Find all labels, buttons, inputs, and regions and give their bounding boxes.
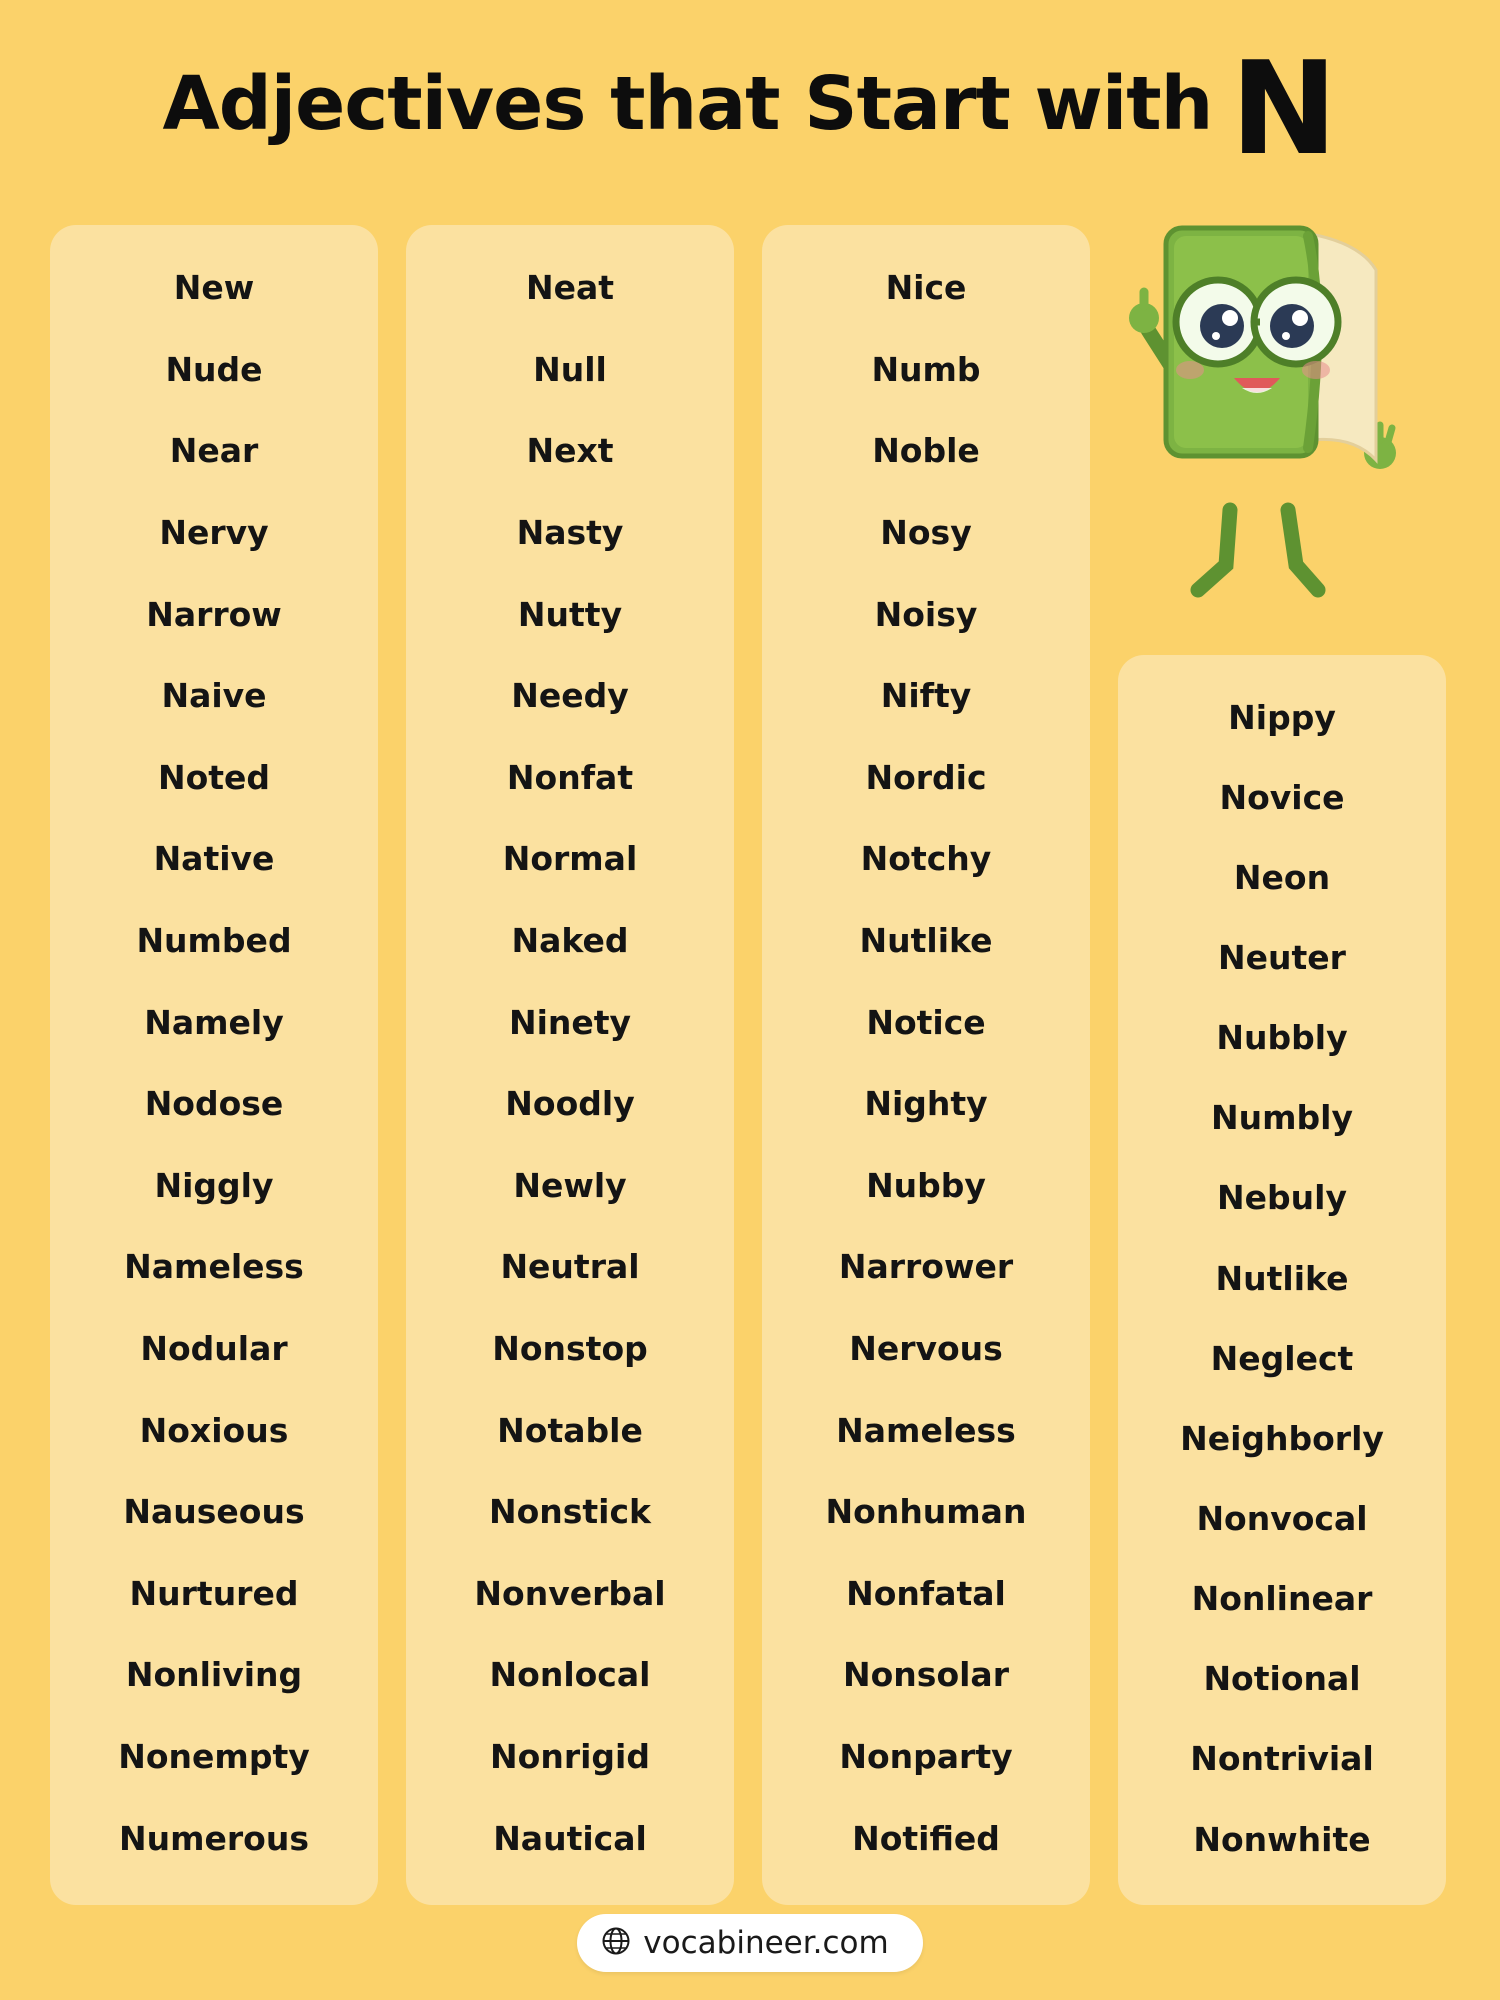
word-column-3 (762, 225, 1090, 1905)
word-column-4 (1118, 655, 1446, 1905)
list-item: Neighborly (1180, 1418, 1384, 1458)
site-url: vocabineer.com (643, 1925, 889, 1961)
list-item: Noxious (139, 1410, 289, 1450)
list-item: Namely (144, 1002, 284, 1042)
list-item: Neuter (1218, 937, 1346, 977)
list-item: Numbed (136, 921, 292, 961)
globe-icon (601, 1926, 631, 1960)
list-item: Nonfat (506, 757, 634, 797)
list-item: Niggly (154, 1165, 274, 1205)
list-item: Novice (1219, 777, 1345, 817)
list-item: Nodular (140, 1329, 288, 1369)
list-item: Nonrigid (490, 1736, 650, 1776)
list-item: Nonliving (125, 1655, 303, 1695)
list-item: Neutral (500, 1247, 640, 1287)
list-item: Numb (871, 349, 981, 389)
list-item: Noble (872, 431, 980, 471)
list-item: Nonempty (118, 1736, 310, 1776)
list-item: Noodly (505, 1084, 635, 1124)
list-item: Nonsolar (843, 1655, 1009, 1695)
list-item: Naive (161, 676, 267, 716)
list-item: Neglect (1210, 1338, 1354, 1378)
list-item: Nonlocal (489, 1655, 651, 1695)
list-item: Nonvocal (1196, 1498, 1368, 1538)
list-item: Near (169, 431, 259, 471)
list-item: Numbly (1211, 1098, 1353, 1138)
list-item: Notional (1203, 1659, 1361, 1699)
list-item: Nasty (516, 513, 624, 553)
list-item: Nordic (865, 757, 987, 797)
list-item: Notchy (860, 839, 992, 879)
site-badge[interactable] (577, 1914, 922, 1972)
list-item: Nonwhite (1193, 1819, 1371, 1859)
list-item: Newly (513, 1165, 627, 1205)
list-item: Noted (157, 757, 271, 797)
list-item: Nude (165, 349, 263, 389)
word-column-2 (406, 225, 734, 1905)
list-item: Ninety (508, 1002, 632, 1042)
list-item: Nutty (517, 594, 623, 634)
list-item: Null (533, 349, 607, 389)
list-item: Nippy (1228, 697, 1336, 737)
list-item: Naked (511, 921, 629, 961)
list-item: Nautical (493, 1818, 647, 1858)
list-item: Nutlike (1215, 1258, 1349, 1298)
page-title (0, 0, 1500, 184)
list-item: Nonparty (839, 1736, 1013, 1776)
book-character-illustration (1118, 210, 1448, 630)
list-item: Nifty (880, 676, 972, 716)
list-item: Narrower (838, 1247, 1014, 1287)
list-item: New (173, 268, 255, 308)
list-item: Nonhuman (825, 1492, 1027, 1532)
word-column-1 (50, 225, 378, 1905)
list-item: Nubbly (1216, 1018, 1348, 1058)
list-item: Nonlinear (1191, 1579, 1373, 1619)
list-item: Neat (525, 268, 615, 308)
list-item: Nebuly (1217, 1178, 1347, 1218)
list-item: Nonstick (488, 1492, 652, 1532)
list-item: Nonverbal (474, 1573, 666, 1613)
list-item: Nutlike (859, 921, 993, 961)
list-item: Nervy (159, 513, 269, 553)
footer (0, 1914, 1500, 1972)
list-item: Nice (885, 268, 967, 308)
list-item: Nervous (849, 1329, 1003, 1369)
list-item: Nonstop (492, 1329, 648, 1369)
list-item: Nauseous (123, 1492, 305, 1532)
list-item: Neon (1233, 857, 1331, 897)
list-item: Needy (511, 676, 629, 716)
list-item: Notice (866, 1002, 986, 1042)
list-item: Next (526, 431, 614, 471)
list-item: Noisy (874, 594, 978, 634)
list-item: Nontrivial (1190, 1739, 1374, 1779)
title-letter: N (1230, 34, 1338, 184)
list-item: Narrow (146, 594, 282, 634)
list-item: Notified (852, 1818, 1000, 1858)
list-item: Normal (502, 839, 638, 879)
list-item: Numerous (119, 1818, 309, 1858)
list-item: Nosy (880, 513, 972, 553)
title-text: Adjectives that Start with (162, 61, 1213, 147)
list-item: Nubby (866, 1165, 986, 1205)
list-item: Nonfatal (846, 1573, 1006, 1613)
list-item: Nodose (144, 1084, 284, 1124)
list-item: Nameless (124, 1247, 304, 1287)
list-item: Nameless (836, 1410, 1016, 1450)
list-item: Nurtured (129, 1573, 299, 1613)
list-item: Notable (497, 1410, 643, 1450)
list-item: Nighty (864, 1084, 988, 1124)
list-item: Native (153, 839, 275, 879)
